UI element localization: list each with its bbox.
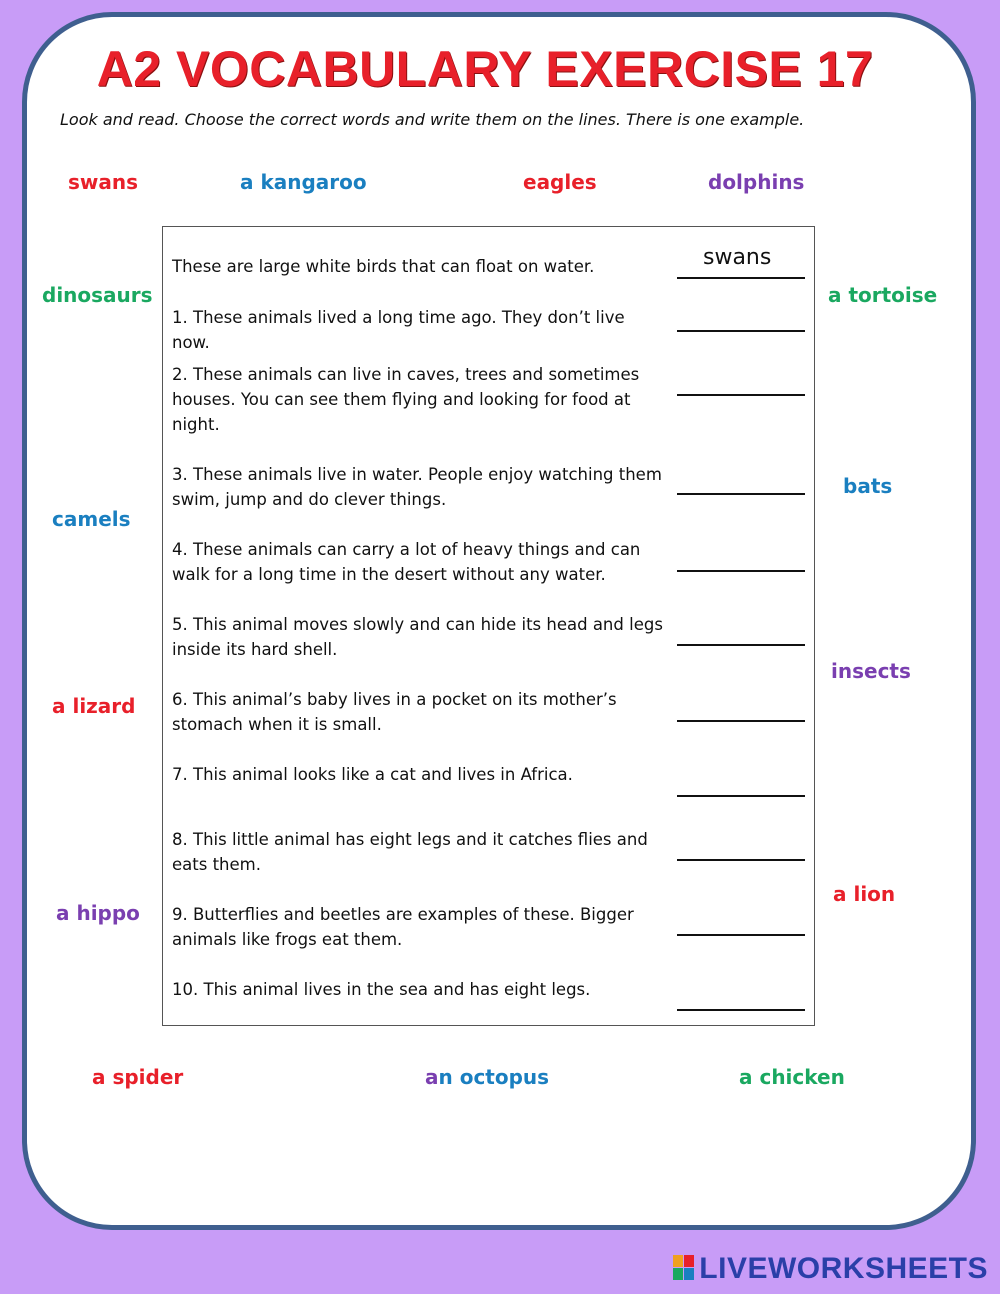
word-dinosaurs: dinosaurs	[42, 283, 153, 307]
answer-line-10[interactable]	[677, 1009, 805, 1011]
answer-line-4[interactable]	[677, 570, 805, 572]
answer-line-9[interactable]	[677, 934, 805, 936]
question-2: 2. These animals can live in caves, trees and sometimes houses. You can see them flying and looking for food at night.	[172, 365, 640, 434]
answer-line-1[interactable]	[677, 330, 805, 332]
question-10: 10. This animal lives in the sea and has eight legs.	[172, 980, 591, 999]
example-question: These are large white birds that can float on water.	[172, 257, 595, 276]
answer-line-2[interactable]	[677, 394, 805, 396]
instructions: Look and read. Choose the correct words and write them on the lines. There is one example.	[60, 110, 805, 129]
answer-line-7[interactable]	[677, 795, 805, 797]
answer-line-5[interactable]	[677, 644, 805, 646]
word-a-lion: a lion	[833, 882, 896, 906]
word-insects: insects	[831, 659, 911, 683]
word-bats: bats	[843, 474, 893, 498]
example-answer: swans	[703, 245, 772, 270]
answer-line-3[interactable]	[677, 493, 805, 495]
question-8: 8. This little animal has eight legs and it catches flies and eats them.	[172, 830, 648, 874]
answer-line-8[interactable]	[677, 859, 805, 861]
word-swans: swans	[68, 170, 139, 194]
logo-text: LIVEWORKSHEETS	[699, 1252, 988, 1285]
word-dolphins: dolphins	[708, 170, 805, 194]
word-a-chicken: a chicken	[739, 1065, 845, 1089]
word-a-spider: a spider	[92, 1065, 184, 1089]
word-an-octopus-rest: n octopus	[438, 1065, 550, 1089]
question-5: 5. This animal moves slowly and can hide its head and legs inside its hard shell.	[172, 615, 663, 659]
liveworksheets-icon	[673, 1255, 695, 1281]
question-7: 7. This animal looks like a cat and lives in Africa.	[172, 765, 573, 784]
word-eagles: eagles	[523, 170, 597, 194]
word-an-octopus-first: a	[425, 1065, 439, 1089]
page-title: A2 VOCABULARY EXERCISE 17	[96, 41, 874, 97]
word-an-octopus	[425, 1065, 549, 1089]
word-a-tortoise: a tortoise	[828, 283, 938, 307]
word-a-hippo: a hippo	[56, 901, 140, 925]
question-6: 6. This animal’s baby lives in a pocket on its mother’s stomach when it is small.	[172, 690, 617, 734]
word-camels: camels	[52, 507, 131, 531]
word-a-kangaroo: a kangaroo	[240, 170, 367, 194]
word-a-lizard: a lizard	[52, 694, 136, 718]
question-3: 3. These animals live in water. People enjoy watching them swim, jump and do clever things.	[172, 465, 662, 509]
answer-line-6[interactable]	[677, 720, 805, 722]
questions-box	[162, 226, 815, 1026]
question-1: 1. These animals lived a long time ago. They don’t live now.	[172, 308, 625, 352]
liveworksheets-logo	[673, 1252, 988, 1286]
question-4: 4. These animals can carry a lot of heavy things and can walk for a long time in the desert without any water.	[172, 540, 641, 584]
question-9: 9. Butterflies and beetles are examples of these. Bigger animals like frogs eat them.	[172, 905, 634, 949]
example-answer-line	[677, 277, 805, 279]
